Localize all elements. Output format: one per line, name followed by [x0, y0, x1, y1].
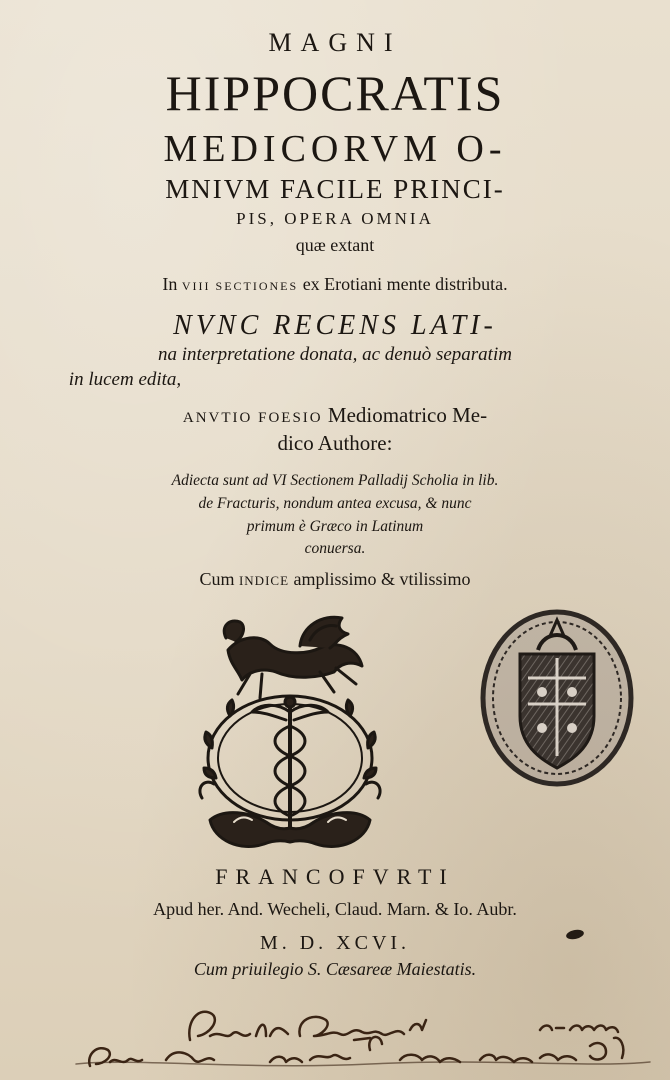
author-line-2: dico Authore:	[277, 431, 393, 455]
index-line	[0, 570, 670, 588]
interpretation-line-2: in lucem edita,	[68, 369, 182, 390]
imprint-privilege: Cum priuilegio S. Cæsareæ Maiestatis.	[193, 959, 477, 979]
index-prefix: Cum	[199, 569, 239, 589]
index-smallcaps: INDICE	[238, 573, 290, 588]
nunc-recens-line: NVNC RECENS LATI-	[173, 310, 497, 341]
imprint-year: M. D. XCVI.	[259, 932, 411, 954]
author-rest: Mediomatrico Me-	[322, 403, 488, 427]
title-magni: MAGNI	[268, 28, 402, 57]
adiecta-line-3: primum è Græco in Latinum	[246, 518, 424, 535]
sections-smallcaps: VIII SECTIONES	[181, 279, 299, 293]
sections-line	[0, 275, 670, 293]
index-rest: amplissimo & vtilissimo	[289, 569, 471, 589]
title-omnium: MNIVM FACILE PRINCI-	[165, 174, 505, 204]
adiecta-line-1: Adiecta sunt ad VI Sectionem Palladij Scholia in lib.	[171, 472, 499, 489]
imprint-printer: Apud her. And. Wecheli, Claud. Marn. & Io. Aubr.	[153, 899, 517, 919]
interpretation-line-1: na interpretatione donata, ac denuò separatim	[158, 344, 512, 365]
title-quae-extant: quæ extant	[295, 235, 375, 255]
ink-seal-stamp-icon	[478, 606, 636, 790]
pegasus-caduceus-printer-device-icon	[190, 608, 390, 858]
imprint-place: FRANCOFVRTI	[215, 864, 455, 889]
adiecta-line-4: conuersa.	[304, 540, 366, 557]
sections-prefix: In	[162, 274, 182, 294]
handwritten-signature	[70, 1000, 660, 1080]
author-smallcaps: ANVTIO FOESIO	[182, 410, 323, 426]
adiecta-line-2: de Fracturis, nondum antea excusa, & nunc	[198, 495, 472, 512]
sections-rest: ex Erotiani mente distributa.	[298, 274, 508, 294]
title-medicorum: MEDICORVM O-	[163, 128, 507, 170]
title-opera-omnia: PIS, OPERA OMNIA	[236, 209, 434, 228]
title-hippocratis: HIPPOCRATIS	[165, 65, 505, 121]
author-line-1	[0, 405, 670, 426]
